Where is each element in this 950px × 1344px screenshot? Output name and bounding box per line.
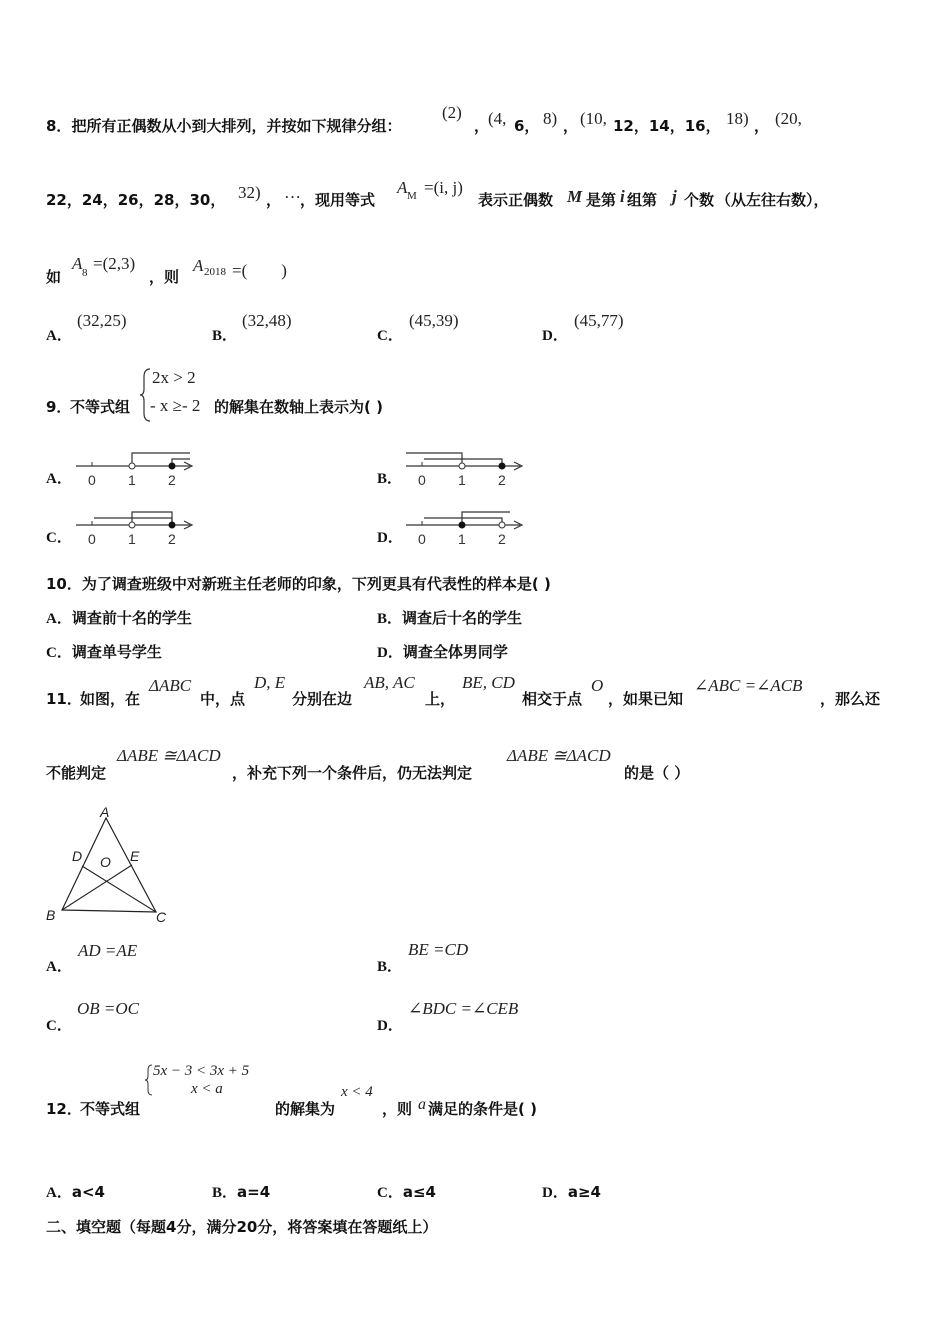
q9-a-tick-0: 0 — [88, 472, 96, 488]
q11-option-b-value: BE =CD — [408, 940, 469, 959]
q8-option-b-value: (32,48) — [242, 311, 292, 330]
q8-stem-group: 组第 — [627, 191, 658, 209]
q11-text-1: 如图，在 — [80, 690, 141, 708]
q11-option-d-value: ∠BDC =∠CEB — [408, 999, 519, 1018]
q11-text-6: ，如果已知 — [608, 690, 684, 708]
q11-text-3: 分别在边 — [292, 690, 353, 708]
q10-option-c-label: C． — [46, 645, 72, 661]
q11-fig-label-o: O — [100, 854, 111, 870]
q11-text-4: 上， — [425, 690, 456, 708]
q11-math-congruent-1: ΔABE ≅ΔACD — [117, 746, 221, 765]
q8-a2018-symbol: A — [193, 256, 204, 275]
q10-option-c-text: 调查单号学生 — [71, 643, 162, 661]
q10-option-d-text: 调查全体男同学 — [402, 643, 508, 661]
q9-stem-text: 不等式组 — [70, 398, 131, 416]
q9-b-tick-2: 2 — [498, 472, 506, 488]
q8-stem-paren: （从左往右数）， — [716, 191, 829, 209]
q9-stem-tail: 的解集在数轴上表示为( ) — [214, 398, 383, 416]
q8-a2018-subscript: 2018 — [204, 266, 226, 278]
q8-group-4-close: 32) — [238, 183, 261, 202]
q11-math-de: D, E — [254, 673, 286, 692]
q11-fig-label-e: E — [130, 848, 140, 864]
q11-math-point-o: O — [591, 676, 604, 695]
q10-option-d-label: D． — [377, 645, 403, 661]
q9-option-a-label[interactable]: A． — [46, 471, 72, 487]
q8-am-symbol: A — [397, 178, 408, 197]
q10-option-b[interactable] — [377, 607, 522, 628]
q8-comma: ， — [563, 117, 579, 135]
q11-text-10: 的是（ ） — [624, 764, 690, 782]
q11-math-angles: ∠ABC =∠ACB — [694, 676, 803, 695]
q8-stem-line1 — [46, 115, 401, 136]
q9-c-closed-point — [169, 522, 175, 528]
q9-b-tick-0: 0 — [418, 472, 426, 488]
q8-then: ，则 — [149, 268, 180, 286]
q12-option-c[interactable] — [377, 1181, 436, 1202]
q9-a-tick-2: 2 — [168, 472, 176, 488]
q10-option-b-text: 调查后十名的学生 — [402, 609, 523, 627]
q8-stem-count: 个数 — [684, 191, 715, 209]
q9-a-open-point — [129, 463, 135, 469]
q11-fig-label-a: A — [100, 804, 110, 820]
q11-fig-label-c: C — [156, 909, 167, 924]
q12-var-a: a — [418, 1096, 426, 1113]
q8-am-subscript: M — [407, 190, 417, 202]
q8-group-3-close: 18) — [726, 109, 749, 128]
q12-text-1: 不等式组 — [80, 1100, 141, 1118]
q8-stem-represent: 表示正偶数 — [478, 191, 554, 209]
q12-text-4: 满足的条件是( ) — [428, 1100, 537, 1118]
q8-am-equation: =(i, j) — [424, 178, 463, 197]
q9-b-closed-point — [499, 463, 505, 469]
q12-option-b-text: a=4 — [237, 1183, 271, 1201]
q11-option-d-label[interactable]: D． — [377, 1018, 403, 1034]
q11-triangle-figure — [44, 802, 179, 924]
q8-group-1: (2) — [442, 103, 462, 122]
section-2-heading: 二、填空题（每题4分，满分20分，将答案填在答题纸上） — [46, 1218, 438, 1236]
q8-option-b-label[interactable]: B． — [212, 328, 238, 344]
q12-solution: x < 4 — [341, 1084, 373, 1100]
q8-line2-numbers: 22，24，26，28，30， — [46, 191, 226, 209]
q11-option-a-value: AD =AE — [78, 941, 138, 960]
q8-stem-is: 是第 — [586, 191, 617, 209]
q11-math-congruent-2: ΔABE ≅ΔACD — [507, 746, 611, 765]
q8-a2018-equation: =( ) — [232, 261, 287, 280]
q11-math-segments: BE, CD — [462, 673, 515, 692]
q9-d-tick-2: 2 — [498, 531, 506, 547]
q8-number: 8． — [46, 117, 72, 135]
q12-text-3: ，则 — [382, 1100, 413, 1118]
q9-b-tick-1: 1 — [458, 472, 466, 488]
q11-math-triangle: ΔABC — [149, 676, 192, 695]
q8-group-2-close: 8) — [543, 109, 558, 128]
q12-option-c-label: C． — [377, 1185, 403, 1201]
q9-option-d-numberline — [402, 507, 528, 549]
q12-option-d-text: a≥4 — [567, 1183, 601, 1201]
q9-c-tick-1: 1 — [128, 531, 136, 547]
q11-text-5: 相交于点 — [522, 690, 583, 708]
q8-option-a-value: (32,25) — [77, 311, 127, 330]
q12-option-c-text: a≤4 — [402, 1183, 436, 1201]
q9-option-b-label[interactable]: B． — [377, 471, 403, 487]
q12-option-b[interactable] — [212, 1181, 270, 1202]
q8-option-c-label[interactable]: C． — [377, 328, 403, 344]
q10-option-d[interactable] — [377, 641, 508, 662]
q8-comma: ， — [266, 191, 282, 209]
q12-option-b-label: B． — [212, 1185, 238, 1201]
q12-option-d[interactable] — [542, 1181, 601, 1202]
q8-comma: ， — [754, 117, 770, 135]
q11-option-c-label[interactable]: C． — [46, 1018, 72, 1034]
q8-a8-symbol: A — [72, 254, 83, 273]
q9-a-closed-point — [169, 463, 175, 469]
q10-option-a[interactable] — [46, 607, 192, 628]
q11-option-c-value: OB =OC — [77, 999, 139, 1018]
q11-number: 11． — [46, 690, 82, 708]
q8-stem-now: ，现用等式 — [300, 191, 376, 209]
q8-ellipsis: … — [284, 183, 301, 202]
q8-group-2-open: (4, — [488, 109, 507, 128]
q8-a8-subscript: 8 — [82, 267, 88, 279]
q9-number: 9． — [46, 398, 72, 416]
q9-c-tick-2: 2 — [168, 531, 176, 547]
q11-option-a-label[interactable]: A． — [46, 959, 72, 975]
q12-option-a[interactable] — [46, 1181, 105, 1202]
q12-option-a-label: A． — [46, 1185, 72, 1201]
q10-option-a-text: 调查前十名的学生 — [71, 609, 192, 627]
q8-stem-text: 把所有正偶数从小到大排列，并按如下规律分组： — [71, 117, 402, 135]
q8-a8-equation: =(2,3) — [93, 254, 136, 273]
q8-option-c-value: (45,39) — [409, 311, 459, 330]
q10-stem: 10．为了调查班级中对新班主任老师的印象，下列更具有代表性的样本是( ) — [46, 575, 551, 593]
q8-comma: ， — [474, 117, 490, 135]
q9-d-tick-1: 1 — [458, 531, 466, 547]
q12-option-d-label: D． — [542, 1185, 568, 1201]
q9-option-c-label[interactable]: C． — [46, 530, 72, 546]
q11-text-7: ，那么还 — [820, 690, 881, 708]
q9-d-tick-0: 0 — [418, 531, 426, 547]
q12-option-a-text: a<4 — [71, 1183, 105, 1201]
q9-b-open-point — [459, 463, 465, 469]
q11-text-9: ，补充下列一个条件后，仍无法判定 — [232, 764, 473, 782]
q11-math-sides: AB, AC — [364, 673, 415, 692]
q8-group-2-mid: 6， — [514, 117, 540, 135]
q8-var-j: j — [672, 187, 677, 206]
q8-example-prefix: 如 — [46, 268, 62, 286]
q8-group-4-open: (20, — [775, 109, 802, 128]
q9-option-c-numberline — [72, 507, 198, 549]
q11-fig-label-d: D — [72, 848, 83, 864]
q11-text-2: 中，点 — [200, 690, 246, 708]
q8-group-3-open: (10, — [580, 109, 607, 128]
q10-option-b-label: B． — [377, 611, 403, 627]
q8-option-d-value: (45,77) — [574, 311, 624, 330]
q12-system-line-2: x < a — [191, 1081, 223, 1097]
q8-group-3-mid: 12，14，16， — [613, 117, 721, 135]
q8-var-i: i — [620, 187, 625, 206]
q10-option-a-label: A． — [46, 611, 72, 627]
q9-option-d-label[interactable]: D． — [377, 530, 403, 546]
q9-a-tick-1: 1 — [128, 472, 136, 488]
q11-option-b-label[interactable]: B． — [377, 959, 403, 975]
q12-number: 12． — [46, 1100, 82, 1118]
q9-d-closed-point — [459, 522, 465, 528]
q8-var-m: M — [567, 187, 583, 206]
q9-c-tick-0: 0 — [88, 531, 96, 547]
q9-option-b-numberline — [402, 448, 528, 490]
q8-option-d-label[interactable]: D． — [542, 328, 568, 344]
q9-c-open-point — [129, 522, 135, 528]
q9-option-a-numberline — [72, 448, 198, 490]
q9-d-open-point — [499, 522, 505, 528]
q12-system-line-1: 5x − 3 < 3x + 5 — [153, 1063, 250, 1079]
q8-option-a-label[interactable]: A． — [46, 328, 72, 344]
q12-text-2: 的解集为 — [275, 1100, 336, 1118]
q11-fig-label-b: B — [46, 907, 56, 923]
q11-text-8: 不能判定 — [46, 764, 107, 782]
q9-inequality-2: - x ≥- 2 — [150, 396, 201, 415]
q9-inequality-1: 2x > 2 — [152, 368, 196, 387]
q10-option-c[interactable] — [46, 641, 162, 662]
